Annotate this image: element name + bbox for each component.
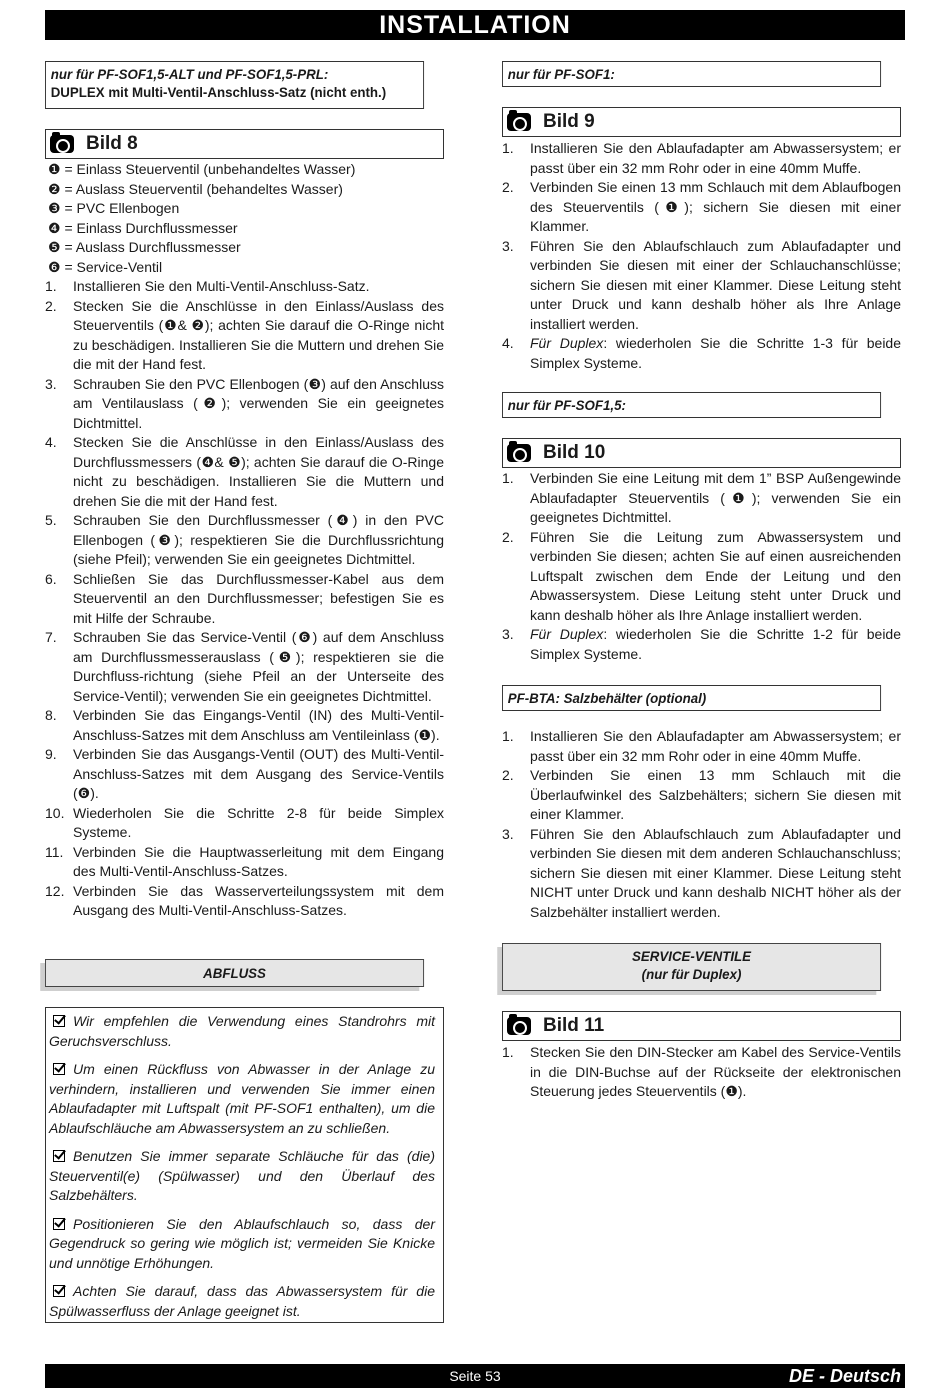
tip-item: Achten Sie darauf, dass das Abwassersystem für die Spülwasserfluss der Anlage geeignet ist. [49,1283,435,1319]
step-item: 2. Stecken Sie die Anschlüsse in den Einlass/Auslass des Steuerventils (❶& ❷); achten Sie darauf die O-Ringe nicht zu beschädigen. Installieren Sie die Muttern und drehen Sie die mit der Hand fest. [45,297,444,372]
step-item: 1. Installieren Sie den Ablaufadapter am Abwassersystem; er passt über ein 32 mm Rohr oder in eine 40mm Muffe. [502,728,901,764]
legend-item: ❶ = Einlass Steuerventil (unbehandeltes Wasser) [48,161,356,177]
figure-11-label: Bild 11 [502,1011,901,1041]
step-item: 1. Stecken Sie den DIN-Stecker am Kabel des Service-Ventils in die DIN-Buchse auf der Rückseite der elektronischen Steuerung jedes Steuerventils (❶). [502,1044,901,1099]
figure-8-label: Bild 8 [45,129,444,159]
step-item: 2. Führen Sie die Leitung zum Abwassersystem und verbinden Sie diesen; achten Sie auf einen ausreichenden Luftspalt zwischen dem Ende der Leitung und den Abwassersystem. Diese Leitung steht unter Druck und kann deshalb höher als Ihre Anlage installiert werden. [502,528,901,623]
step-item: 3. Schrauben Sie den PVC Ellenbogen (❸) auf den Anschluss am Ventilauslass (❷); verwenden Sie ein geeignetes Dichtmittel. [45,375,444,431]
tip-item: Benutzen Sie immer separate Schläuche für das (die) Steuerventil(e) (Spülwasser) und den Überlauf des Salzbehälters. [49,1148,435,1203]
checkbox-icon [53,1150,65,1162]
step-item: 11. Verbinden Sie die Hauptwasserleitung mit dem Eingang des Multi-Ventil-Anschluss-Satzes. [45,843,444,879]
legend-item: ❺ = Auslass Durchflussmesser [48,239,241,255]
tip-item: Um einen Rückfluss von Abwasser in der Anlage zu verhindern, installieren und verwenden Sie immer einen Ablaufadapter mit Luftspalt (mit PF-SOF1 enthalten), um die Ablaufschläuche am Abwassersystem an zu schließen. [49,1061,435,1136]
page-title: INSTALLATION [45,10,905,40]
camera-icon [507,113,531,131]
step-item: 1. Installieren Sie den Multi-Ventil-Anschluss-Satz. [45,278,370,294]
duplex-section-title: nur für PF-SOF1,5-ALT und PF-SOF1,5-PRL: DUPLEX mit Multi-Ventil-Anschluss-Satz (nicht enth.) [45,61,424,109]
legend-item: ❸ = PVC Ellenbogen [48,200,180,216]
duplex-steps [45,277,444,921]
step-item: 3. Für Duplex: wiederholen Sie die Schritte 1-2 für beide Simplex Systeme. [502,626,901,662]
legend-item: ❷ = Auslass Steuerventil (behandeltes Wasser) [48,180,343,197]
step-item: 5. Schrauben Sie den Durchflussmesser (❹) in den PVC Ellenbogen (❸); respektieren Sie die Durchflussrichtung (siehe Pfeil); verwenden Sie ein geeignetes Dichtmittel. [45,512,444,567]
sof15-steps [502,469,901,664]
step-item: 4. Stecken Sie die Anschlüsse in den Einlass/Auslass des Durchflussmessers (❹& ❺); achten Sie darauf die O-Ringe nicht zu beschädigen. Installieren Sie die Muttern und drehen Sie die mit der Hand fest. [45,434,444,509]
sof1-steps [502,139,901,373]
abfluss-section-title: ABFLUSS [45,959,424,987]
legend-list [48,160,444,277]
camera-icon [507,1017,531,1035]
bta-steps [502,727,901,922]
sof1-section-title: nur für PF-SOF1: [502,61,881,87]
service-section-title: SERVICE-VENTILE (nur für Duplex) [502,943,881,991]
page-footer [45,1364,905,1388]
checkbox-icon [53,1063,65,1075]
figure-10-label: Bild 10 [502,438,901,468]
legend-item: ❻ = Service-Ventil [48,258,163,275]
step-item: 10. Wiederholen Sie die Schritte 2-8 für beide Simplex Systeme. [45,804,444,840]
checkbox-icon [53,1285,65,1297]
step-item: 2. Verbinden Sie einen 13 mm Schlauch mit dem Ablaufbogen des Steuerventils (❶); sichern Sie diesen mit einer Klammer. [502,179,901,234]
service-steps [502,1043,901,1102]
step-item: 3. Führen Sie den Ablaufschlauch zum Ablaufadapter und verbinden Sie diesen mit dem anderen Schlauchanschluss; sichern Sie diesen mit einer Klammer. Diese Leitung steht NICHT unter Druck und kann deshalb NICHT höher als der Salzbehälter installiert werden. [502,825,901,920]
bta-section-title: PF-BTA: Salzbehälter (optional) [502,685,881,711]
camera-icon [50,135,74,153]
step-item: 7. Schrauben Sie das Service-Ventil (❻) auf dem Anschluss am Durchflussmesserauslass (❺); respektieren sie die Durchfluss-richtung (siehe Pfeil an der Unterseite des Service-Ventil); verwenden Sie ein geeignetes Dichtmittel. [45,629,444,704]
language-label: DE - Deutsch [788,1366,901,1386]
legend-item: ❹ = Einlass Durchflussmesser [48,219,238,236]
step-item: 6. Schließen Sie das Durchflussmesser-Kabel aus dem Steuerventil an den Durchflussmesser; befestigen Sie es mit Hilfe der Schraube. [45,570,444,626]
step-item: 2. Verbinden Sie einen 13 mm Schlauch mit die Überlaufwinkel des Salzbehälters; sichern Sie diesen mit einer Klammer. [502,767,901,822]
step-item: 1. Verbinden Sie eine Leitung mit dem 1” BSP Außengewinde Ablaufadapter Steuerventils (❶); verwenden Sie ein geeignetes Dichtmittel. [502,470,901,525]
tip-item: Wir empfehlen die Verwendung eines Standrohrs mit Geruchsverschluss. [49,1013,435,1049]
camera-icon [507,444,531,462]
step-item: 4. Für Duplex: wiederholen Sie die Schritte 1-3 für beide Simplex Systeme. [502,335,901,371]
drain-tips-box [45,1007,444,1323]
tip-item: Positionieren Sie den Ablaufschlauch so, dass der Gegendruck so gering wie möglich ist; vermeiden Sie Knicke und unnötige Erhöhungen. [49,1215,435,1271]
step-item: 3. Führen Sie den Ablaufschlauch zum Ablaufadapter und verbinden Sie diesen mit einer der Schlauchanschlüsse; sichern Sie diesen mit einer Klammer. Diese Leitung steht unter Druck und kann deshalb höher als Ihre Anlage installiert werden. [502,237,901,332]
checkbox-icon [53,1218,65,1230]
page-number: Seite 53 [449,1368,501,1384]
step-item: 1. Installieren Sie den Ablaufadapter am Abwassersystem; er passt über ein 32 mm Rohr oder in eine 40mm Muffe. [502,140,901,176]
figure-9-label: Bild 9 [502,107,901,137]
checkbox-icon [53,1015,65,1027]
step-item: 12. Verbinden Sie das Wasserverteilungssystem mit dem Ausgang des Multi-Ventil-Anschluss-Satzes. [45,882,444,918]
sof15-section-title: nur für PF-SOF1,5: [502,392,881,418]
step-item: 8. Verbinden Sie das Eingangs-Ventil (IN) des Multi-Ventil-Anschluss-Satzes mit dem Anschluss am Ventileinlass (❶). [45,707,444,743]
step-item: 9. Verbinden Sie das Ausgangs-Ventil (OUT) des Multi-Ventil-Anschluss-Satzes mit dem Ausgang des Service-Ventils (❻). [45,746,444,801]
